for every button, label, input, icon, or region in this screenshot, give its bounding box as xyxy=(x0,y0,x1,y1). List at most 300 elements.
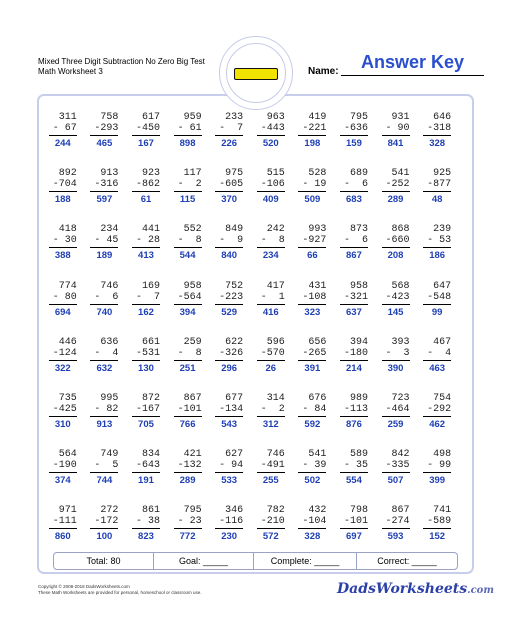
answer-value: 502 xyxy=(304,475,321,487)
answer-rule xyxy=(49,247,77,248)
answer-rule xyxy=(298,247,326,248)
problem-item xyxy=(257,449,285,505)
answer-rule xyxy=(340,528,368,529)
answer-value: 544 xyxy=(179,250,196,262)
answer-rule xyxy=(132,135,160,136)
problem-item xyxy=(340,337,368,393)
subtrahend: -570 xyxy=(260,347,285,359)
answer-value: 597 xyxy=(96,194,113,206)
answer-rule xyxy=(215,191,243,192)
minuend: 971 xyxy=(58,505,77,517)
answer-value: 867 xyxy=(346,250,362,262)
answer-value: 189 xyxy=(96,250,113,262)
problem-item xyxy=(49,224,77,280)
answer-value: 694 xyxy=(54,306,71,318)
minuend: 515 xyxy=(266,168,285,180)
subtrahend: - 39 xyxy=(302,460,327,472)
answer-rule xyxy=(298,360,326,361)
answer-value: 323 xyxy=(304,306,321,318)
problem-item xyxy=(49,168,77,224)
problem-item xyxy=(423,281,451,337)
minuend: 346 xyxy=(225,505,244,517)
answer-value: 840 xyxy=(221,250,238,262)
subtrahend: -104 xyxy=(302,516,327,528)
answer-value: 61 xyxy=(140,194,152,206)
minuend: 834 xyxy=(141,449,160,461)
subtrahend: -292 xyxy=(427,403,452,415)
answer-rule xyxy=(423,528,451,529)
answer-rule xyxy=(132,191,160,192)
subtrahend: -134 xyxy=(219,403,244,415)
problem-item xyxy=(132,449,160,505)
problem-item xyxy=(215,337,243,393)
minuend: 746 xyxy=(100,280,119,292)
problem-item xyxy=(340,224,368,280)
answer-rule xyxy=(215,472,243,473)
answer-rule xyxy=(423,360,451,361)
answer-rule xyxy=(174,247,202,248)
problem-item xyxy=(132,393,160,449)
problem-item xyxy=(90,393,118,449)
answer-rule xyxy=(132,247,160,248)
answer-value: 251 xyxy=(179,362,196,374)
answer-rule xyxy=(423,304,451,305)
answer-rule xyxy=(257,416,285,417)
problem-item xyxy=(423,337,451,393)
answer-value: 592 xyxy=(304,418,321,430)
answer-value: 115 xyxy=(179,194,196,206)
problem-item xyxy=(49,281,77,337)
subtrahend: -274 xyxy=(385,516,410,528)
subtrahend: - 19 xyxy=(302,179,327,191)
title-line-2: Math Worksheet 3 xyxy=(38,67,103,76)
answer-rule xyxy=(340,191,368,192)
minuend: 754 xyxy=(433,392,452,404)
answer-value: 533 xyxy=(221,475,238,487)
minuend: 993 xyxy=(308,224,327,236)
answer-key-label: Answer Key xyxy=(360,52,465,72)
answer-value: 322 xyxy=(54,362,71,374)
minuend: 242 xyxy=(266,224,285,236)
answer-value: 130 xyxy=(138,362,154,374)
problem-item xyxy=(174,168,202,224)
subtrahend: - 38 xyxy=(135,516,160,528)
answer-rule xyxy=(423,135,451,136)
answer-value: 766 xyxy=(179,418,196,430)
answer-value: 244 xyxy=(54,138,71,149)
answer-rule xyxy=(257,360,285,361)
problem-item xyxy=(382,168,410,224)
answer-value: 208 xyxy=(387,250,404,262)
minuend: 867 xyxy=(391,505,410,517)
answer-rule xyxy=(174,135,202,136)
minuend: 741 xyxy=(433,505,452,517)
answer-rule xyxy=(174,360,202,361)
subtrahend: -223 xyxy=(219,291,244,303)
minuend: 239 xyxy=(433,224,452,236)
name-line xyxy=(341,75,484,76)
problem-item xyxy=(382,449,410,505)
answer-value: 230 xyxy=(221,531,238,543)
answer-rule xyxy=(215,360,243,361)
minuend: 849 xyxy=(225,224,244,236)
minuend: 923 xyxy=(141,168,160,180)
answer-rule xyxy=(174,304,202,305)
subtrahend: - 28 xyxy=(135,235,160,247)
minuend: 723 xyxy=(391,392,410,404)
answer-rule xyxy=(257,247,285,248)
answer-value: 374 xyxy=(54,475,71,487)
problem-item xyxy=(423,168,451,224)
answer-rule xyxy=(90,528,118,529)
subtrahend: - 99 xyxy=(427,460,452,472)
answer-value: 390 xyxy=(387,362,404,374)
answer-value: 370 xyxy=(221,194,238,206)
subtrahend: - 23 xyxy=(177,516,202,528)
answer-rule xyxy=(298,191,326,192)
subtrahend: - 1 xyxy=(260,291,285,303)
problem-item xyxy=(49,337,77,393)
answer-value: 529 xyxy=(221,306,238,318)
subtrahend: -293 xyxy=(94,123,119,134)
subtrahend: -318 xyxy=(427,123,452,134)
subtrahend: -643 xyxy=(135,460,160,472)
answer-value: 66 xyxy=(307,250,318,262)
subtrahend: -132 xyxy=(177,460,202,472)
minuend: 541 xyxy=(391,168,410,180)
problem-item xyxy=(174,281,202,337)
answer-value: 214 xyxy=(346,362,362,374)
minuend: 872 xyxy=(141,392,160,404)
minuend: 647 xyxy=(433,280,452,292)
minuend: 646 xyxy=(433,112,452,123)
answer-value: 463 xyxy=(429,362,446,374)
minuend: 661 xyxy=(141,336,160,348)
problem-item xyxy=(340,449,368,505)
problem-item xyxy=(132,224,160,280)
subtrahend: -605 xyxy=(219,179,244,191)
correct-field: Correct: _____ xyxy=(377,556,437,566)
minuend: 314 xyxy=(266,392,285,404)
answer-value: 841 xyxy=(387,138,404,149)
answer-rule xyxy=(49,360,77,361)
subtrahend: -113 xyxy=(343,403,368,415)
problem-item xyxy=(90,449,118,505)
subtrahend: - 5 xyxy=(94,460,119,472)
answer-value: 520 xyxy=(262,138,279,149)
answer-rule xyxy=(132,528,160,529)
problem-item xyxy=(382,337,410,393)
problem-item xyxy=(298,112,326,168)
minuend: 689 xyxy=(349,168,368,180)
answer-value: 554 xyxy=(346,475,362,487)
subtrahend: -326 xyxy=(219,347,244,359)
problem-item xyxy=(257,281,285,337)
subtrahend: - 4 xyxy=(94,347,119,359)
answer-rule xyxy=(49,472,77,473)
answer-value: 740 xyxy=(96,306,113,318)
answer-value: 48 xyxy=(431,194,443,206)
answer-value: 399 xyxy=(429,475,446,487)
answer-value: 167 xyxy=(138,138,154,149)
answer-rule xyxy=(90,135,118,136)
problem-item xyxy=(174,112,202,168)
problem-item xyxy=(215,112,243,168)
subtrahend: -927 xyxy=(302,235,327,247)
minuend: 233 xyxy=(225,112,244,123)
answer-value: 259 xyxy=(387,418,404,430)
problem-item xyxy=(257,393,285,449)
problem-item xyxy=(132,337,160,393)
answer-value: 823 xyxy=(138,531,154,543)
problem-item xyxy=(174,224,202,280)
answer-value: 572 xyxy=(262,531,279,543)
answer-rule xyxy=(132,416,160,417)
minuend: 867 xyxy=(183,392,202,404)
answer-value: 632 xyxy=(96,362,113,374)
answer-rule xyxy=(382,304,410,305)
answer-value: 509 xyxy=(304,194,321,206)
answer-value: 593 xyxy=(387,531,404,543)
answer-value: 413 xyxy=(138,250,154,262)
problem-item xyxy=(340,281,368,337)
answer-value: 191 xyxy=(138,475,154,487)
answer-rule xyxy=(382,247,410,248)
answer-value: 289 xyxy=(387,194,404,206)
minuend: 421 xyxy=(183,449,202,461)
answer-rule xyxy=(90,247,118,248)
subtrahend: -491 xyxy=(260,460,285,472)
answer-rule xyxy=(382,416,410,417)
answer-rule xyxy=(132,360,160,361)
minuend: 925 xyxy=(433,168,452,180)
minuend: 868 xyxy=(391,224,410,236)
minuend: 596 xyxy=(266,336,285,348)
minuend: 393 xyxy=(391,336,410,348)
answer-value: 543 xyxy=(221,418,238,430)
subtrahend: -116 xyxy=(219,516,244,528)
problem-item xyxy=(340,112,368,168)
subtrahend: - 90 xyxy=(385,123,410,134)
copyright-line-2: These Math Worksheets are provided for personal, homeschool or classroom use. xyxy=(38,590,202,595)
problem-item xyxy=(215,449,243,505)
problem-item xyxy=(90,281,118,337)
problems-grid xyxy=(42,112,470,562)
subtrahend: -335 xyxy=(385,460,410,472)
answer-value: 394 xyxy=(179,306,196,318)
answer-rule xyxy=(340,135,368,136)
subtrahend: -877 xyxy=(427,179,452,191)
answer-rule xyxy=(174,191,202,192)
subtrahend: - 6 xyxy=(94,291,119,303)
problem-item xyxy=(298,168,326,224)
minuend: 963 xyxy=(266,112,285,123)
problem-item xyxy=(423,112,451,168)
minuend: 419 xyxy=(308,112,327,123)
subtrahend: -210 xyxy=(260,516,285,528)
answer-value: 697 xyxy=(346,531,362,543)
answer-rule xyxy=(49,416,77,417)
answer-rule xyxy=(90,191,118,192)
minuend: 394 xyxy=(349,336,368,348)
subtrahend: - 61 xyxy=(177,123,202,134)
minuend: 636 xyxy=(100,336,119,348)
answer-value: 186 xyxy=(429,250,446,262)
minuend: 842 xyxy=(391,449,410,461)
subtrahend: -564 xyxy=(177,291,202,303)
answer-value: 416 xyxy=(262,306,279,318)
subtrahend: - 9 xyxy=(219,235,244,247)
answer-value: 312 xyxy=(262,418,279,430)
problem-item xyxy=(174,393,202,449)
problem-item xyxy=(257,337,285,393)
problem-item xyxy=(49,449,77,505)
answer-rule xyxy=(257,472,285,473)
answer-rule xyxy=(298,304,326,305)
minuend: 774 xyxy=(58,280,77,292)
subtrahend: - 8 xyxy=(177,235,202,247)
answer-rule xyxy=(90,416,118,417)
subtrahend: -180 xyxy=(343,347,368,359)
minuend: 431 xyxy=(308,280,327,292)
answer-value: 913 xyxy=(96,418,113,430)
subtrahend: -548 xyxy=(427,291,452,303)
problem-item xyxy=(49,112,77,168)
minuend: 995 xyxy=(100,392,119,404)
answer-rule xyxy=(340,247,368,248)
goal-field: Goal: _____ xyxy=(154,553,254,569)
problem-item xyxy=(382,112,410,168)
subtrahend: - 35 xyxy=(343,460,368,472)
minuend: 234 xyxy=(100,224,119,236)
answer-rule xyxy=(132,472,160,473)
answer-rule xyxy=(340,360,368,361)
eraser-badge-icon xyxy=(219,36,293,110)
answer-rule xyxy=(257,135,285,136)
subtrahend: -124 xyxy=(52,347,77,359)
problem-item xyxy=(90,224,118,280)
answer-rule xyxy=(382,191,410,192)
subtrahend: - 45 xyxy=(94,235,119,247)
answer-value: 772 xyxy=(179,531,196,543)
subtrahend: -221 xyxy=(302,123,327,134)
subtrahend: -636 xyxy=(343,123,368,134)
minuend: 676 xyxy=(308,392,327,404)
answer-rule xyxy=(174,416,202,417)
answer-rule xyxy=(90,304,118,305)
minuend: 627 xyxy=(225,449,244,461)
subtrahend: -443 xyxy=(260,123,285,134)
answer-rule xyxy=(382,528,410,529)
answer-rule xyxy=(90,360,118,361)
minuend: 617 xyxy=(141,112,160,123)
problem-item xyxy=(215,224,243,280)
subtrahend: -101 xyxy=(177,403,202,415)
problem-item xyxy=(423,393,451,449)
copyright-line-1: Copyright © 2008-2018 DadsWorksheets.com xyxy=(38,584,130,589)
minuend: 656 xyxy=(308,336,327,348)
subtrahend: -464 xyxy=(385,403,410,415)
problem-item xyxy=(298,224,326,280)
minuend: 418 xyxy=(58,224,77,236)
minuend: 589 xyxy=(349,449,368,461)
answer-value: 328 xyxy=(304,531,321,543)
problem-item xyxy=(298,393,326,449)
answer-rule xyxy=(49,528,77,529)
minuend: 568 xyxy=(391,280,410,292)
subtrahend: -172 xyxy=(94,516,119,528)
answer-value: 226 xyxy=(221,138,238,149)
subtrahend: - 82 xyxy=(94,403,119,415)
subtrahend: -167 xyxy=(135,403,160,415)
problem-item xyxy=(340,168,368,224)
minuend: 989 xyxy=(349,392,368,404)
total-count: Total: 80 xyxy=(54,553,154,569)
answer-value: 162 xyxy=(138,306,154,318)
answer-rule xyxy=(49,304,77,305)
minuend: 432 xyxy=(308,505,327,517)
minuend: 564 xyxy=(58,449,77,461)
subtrahend: - 94 xyxy=(219,460,244,472)
problem-item xyxy=(132,112,160,168)
answer-rule xyxy=(298,472,326,473)
answer-value: 683 xyxy=(346,194,362,206)
answer-value: 388 xyxy=(54,250,71,262)
answer-rule xyxy=(298,135,326,136)
answer-rule xyxy=(257,191,285,192)
answer-value: 462 xyxy=(429,418,446,430)
answer-rule xyxy=(382,472,410,473)
answer-rule xyxy=(174,472,202,473)
minuend: 528 xyxy=(308,168,327,180)
answer-value: 26 xyxy=(265,362,277,374)
subtrahend: - 8 xyxy=(177,347,202,359)
subtrahend: -106 xyxy=(260,179,285,191)
answer-rule xyxy=(215,416,243,417)
problem-item xyxy=(257,112,285,168)
problem-item xyxy=(423,449,451,505)
minuend: 441 xyxy=(141,224,160,236)
subtrahend: -423 xyxy=(385,291,410,303)
subtrahend: - 7 xyxy=(135,291,160,303)
minuend: 861 xyxy=(141,505,160,517)
subtrahend: -425 xyxy=(52,403,77,415)
minuend: 259 xyxy=(183,336,202,348)
answer-rule xyxy=(423,247,451,248)
subtrahend: - 67 xyxy=(52,123,77,134)
minuend: 782 xyxy=(266,505,285,517)
answer-rule xyxy=(174,528,202,529)
minuend: 873 xyxy=(349,224,368,236)
subtrahend: -321 xyxy=(343,291,368,303)
answer-rule xyxy=(215,135,243,136)
minuend: 749 xyxy=(100,449,119,461)
answer-value: 100 xyxy=(96,531,113,543)
subtrahend: -111 xyxy=(52,516,77,528)
problem-item xyxy=(90,112,118,168)
problem-item xyxy=(215,393,243,449)
subtrahend: - 2 xyxy=(260,403,285,415)
complete-field: Complete: _____ xyxy=(254,553,357,569)
problem-item xyxy=(340,393,368,449)
copyright-notice xyxy=(38,584,202,596)
problem-item xyxy=(90,337,118,393)
answer-rule xyxy=(215,247,243,248)
answer-rule xyxy=(90,472,118,473)
answer-value: 152 xyxy=(429,531,446,543)
score-bar xyxy=(53,552,458,570)
minuend: 677 xyxy=(225,392,244,404)
